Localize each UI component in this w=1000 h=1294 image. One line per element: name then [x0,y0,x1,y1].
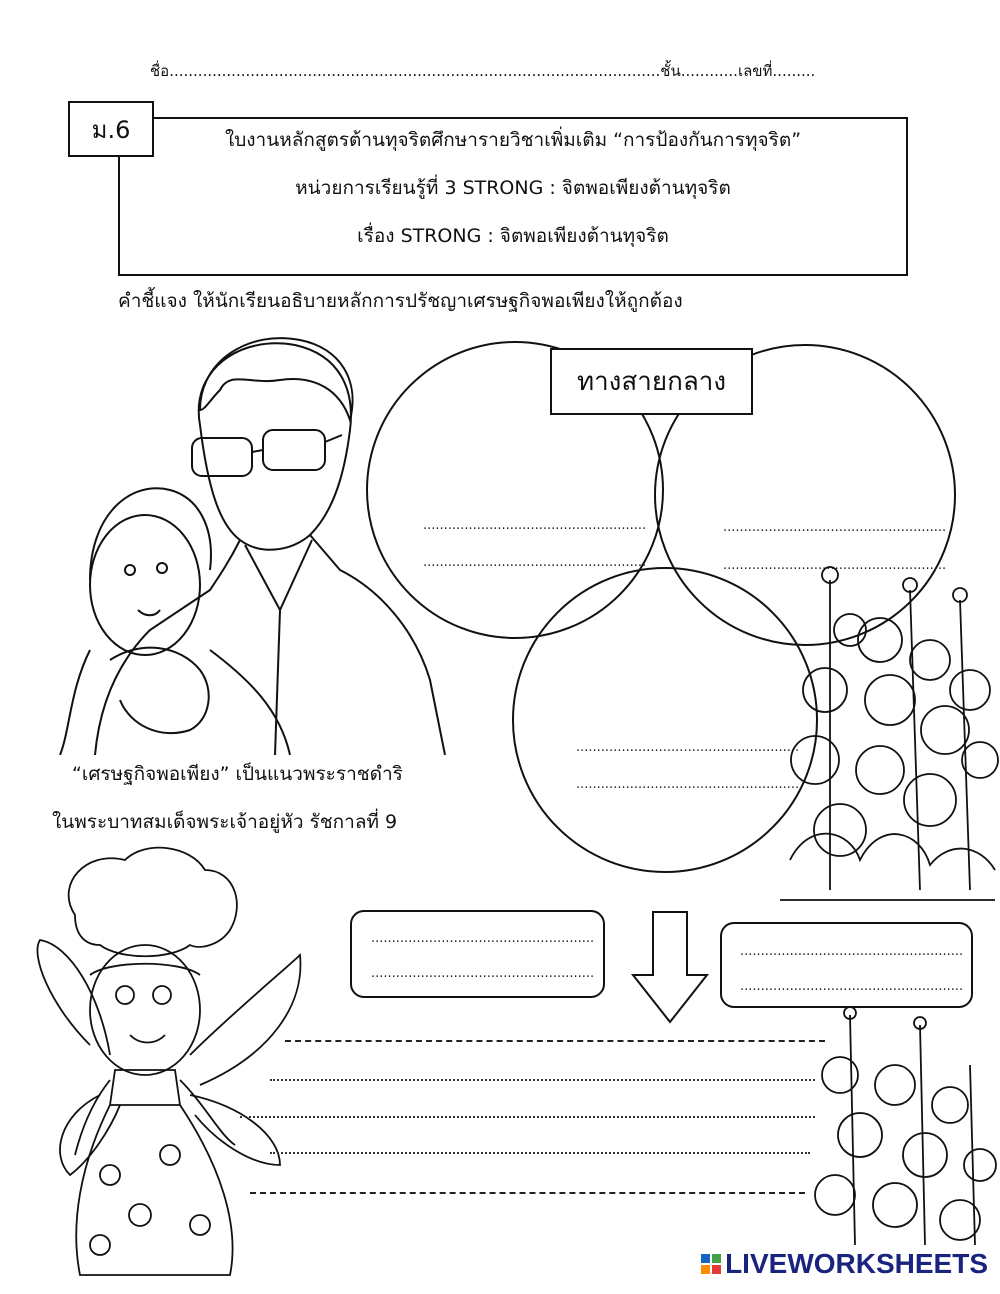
flower-illustration [770,560,1000,910]
venn-bottom-blank-1[interactable]: ...................................................... [576,740,800,755]
liveworksheets-mark-icon [701,1254,721,1274]
unit-title: หน่วยการเรียนรู้ที่ 3 STRONG : จิตพอเพียงต้านทุจริต [295,177,731,199]
down-arrow-icon [630,910,710,1025]
middle-way-label: ทางสายกลาง [550,348,753,415]
fairy-illustration [30,845,310,1285]
answer-box-left [350,910,605,998]
instructions: คำชี้แจง ให้นักเรียนอธิบายหลักการปรัชญาเศรษฐกิจพอเพียงให้ถูกต้อง [118,290,683,312]
venn-right-blank-1[interactable]: ...................................................... [723,520,947,535]
liveworksheets-brand: LIVEWORKSHEETS [725,1248,988,1279]
box-right-blank-1[interactable]: ...................................................... [740,944,964,959]
flower-illustration-bottom [800,1005,1000,1250]
writing-line-3[interactable] [240,1116,815,1118]
writing-line-4[interactable] [270,1152,810,1154]
writing-line-2[interactable] [270,1079,815,1081]
venn-right-blank-2[interactable]: ...................................................... [723,558,947,573]
writing-line-1[interactable] [285,1040,825,1042]
topic-title: เรื่อง STRONG : จิตพอเพียงต้านทุจริต [357,225,669,247]
venn-left-blank-2[interactable]: ...................................................... [423,555,647,570]
box-left-blank-2[interactable]: ...................................................... [371,966,595,981]
worksheet-title: ใบงานหลักสูตรต้านทุจริตศึกษารายวิชาเพิ่มเติม “การป้องกันการทุจริต” [224,129,802,151]
answer-box-right [720,922,973,1008]
liveworksheets-logo [701,1248,988,1280]
caption-line-2: ในพระบาทสมเด็จพระเจ้าอยู่หัว รัชกาลที่ 9 [52,811,398,833]
venn-left-blank-1[interactable]: ...................................................... [423,518,647,533]
caption-line-1: “เศรษฐกิจพอเพียง” เป็นแนวพระราชดำริ [72,763,403,785]
name-class-number-row: ชื่อ.......................................................................................................ชั้น............เลขที่......... [150,62,816,80]
grade-label: ม.6 [68,101,154,157]
box-left-blank-1[interactable]: ...................................................... [371,931,595,946]
box-right-blank-2[interactable]: ...................................................... [740,979,964,994]
writing-line-5[interactable] [250,1192,805,1194]
venn-bottom-blank-2[interactable]: ...................................................... [576,777,800,792]
